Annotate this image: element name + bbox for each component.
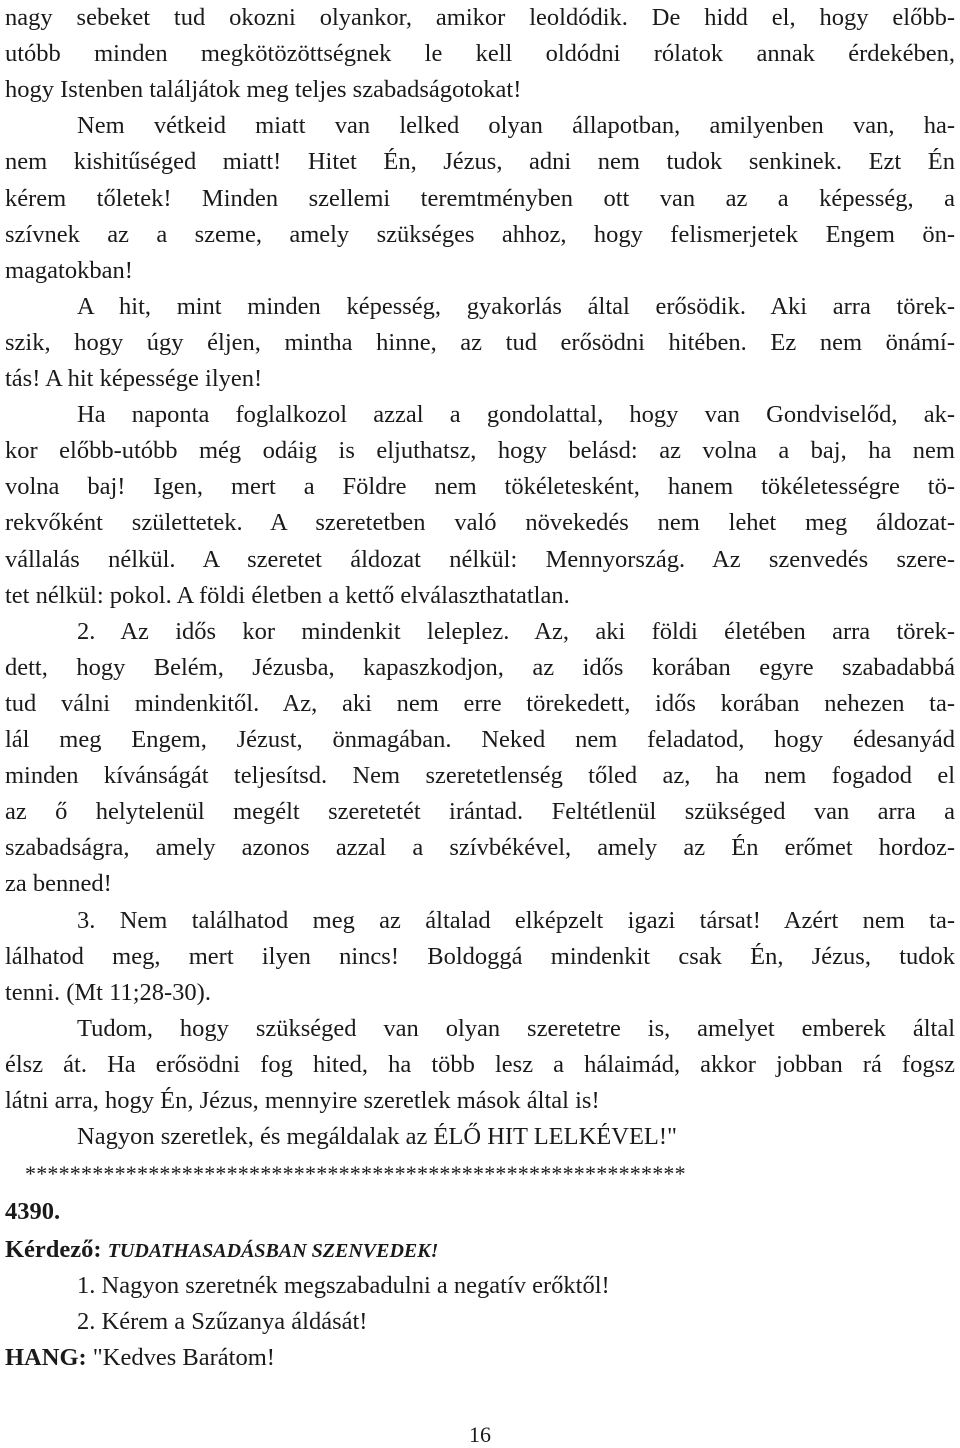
body-line: hogy Istenben találjátok meg teljes szabadságotokat! (5, 76, 522, 104)
body-line: 2. Az idős kor mindenkit leleplez. Az, aki földi életében arra törek- (77, 617, 955, 645)
hang-label: HANG: (5, 1344, 87, 1371)
hang-text: "Kedves Barátom! (92, 1344, 275, 1371)
body-line: kérem tőletek! Minden szellemi teremtményben ott van az a képesség, a (5, 184, 955, 212)
body-line: tenni. (Mt 11;28-30). (5, 978, 211, 1006)
body-line: vállalás nélkül. A szeretet áldozat nélkül: Mennyország. Az szenvedés szere- (5, 545, 955, 573)
body-line: volna baj! Igen, mert a Földre nem tökéletesként, hanem tökéletességre tö- (5, 473, 955, 501)
question-title: TUDATHASADÁSBAN SZENVEDEK! (107, 1240, 439, 1262)
body-line: szik, hogy úgy éljen, mintha hinne, az tud erősödni hitében. Ez nem önámí- (5, 328, 955, 356)
body-line: magatokban! (5, 256, 133, 284)
asker-label: Kérdező: (5, 1236, 102, 1263)
body-line: szabadságra, amely azonos azzal a szívbékével, amely az Én erőmet hordoz- (5, 834, 955, 862)
page-number: 16 (469, 1422, 491, 1447)
body-line: élsz át. Ha erősödni fog hited, ha több lesz a hálaimád, akkor jobban rá fogsz (5, 1050, 955, 1078)
body-line: tud válni mindenkitől. Az, aki nem erre törekedett, idős korában nehezen ta- (5, 689, 955, 717)
question-number (5, 1194, 955, 1230)
body-line: tet nélkül: pokol. A földi életben a kettő elválaszthatatlan. (5, 581, 570, 609)
body-line: látni arra, hogy Én, Jézus, mennyire szeretlek mások által is! (5, 1087, 600, 1114)
body-line: nagy sebeket tud okozni olyankor, amikor leoldódik. De hidd el, hogy előbb- (5, 4, 955, 31)
body-line: utóbb minden megkötözöttségnek le kell oldódni rólatok annak érdekében, (5, 40, 955, 68)
body-line: tás! A hit képessége ilyen! (5, 365, 263, 392)
body-line: Nagyon szeretlek, és megáldalak az ÉLŐ HIT LELKÉVEL!" (77, 1123, 678, 1151)
body-line: za benned! (5, 870, 112, 898)
body-line: Nem vétkeid miatt van lelked olyan állapotban, amilyenben van, ha- (77, 112, 955, 140)
question-item-2: 2. Kérem a Szűzanya áldását! (77, 1308, 368, 1335)
body-line: A hit, mint minden képesség, gyakorlás által erősödik. Aki arra törek- (77, 292, 955, 320)
body-line: Tudom, hogy szükséged van olyan szeretetre is, amelyet emberek által (77, 1014, 955, 1042)
body-line: rekvőként születtetek. A szeretetben való növekedés nem lehet meg áldozat- (5, 509, 955, 537)
body-line: az ő helytelenül megélt szeretetét irántad. Feltétlenül szükséged van arra a (5, 798, 955, 826)
question-item-1: 1. Nagyon szeretnék megszabadulni a negatív erőktől! (77, 1272, 610, 1299)
body-line: minden kívánságát teljesítsd. Nem szeretetlenség tőled az, ha nem fogadod el (5, 762, 955, 790)
body-line: szívnek az a szeme, amely szükséges ahhoz, hogy felismerjetek Engem ön- (5, 220, 955, 248)
body-line: 3. Nem találhatod meg az általad elképzelt igazi társat! Azért nem ta- (77, 906, 955, 934)
body-line: lál meg Engem, Jézust, önmagában. Neked nem feladatod, hogy édesanyád (5, 726, 955, 753)
body-line: Ha naponta foglalkozol azzal a gondolattal, hogy van Gondviselőd, ak- (77, 401, 955, 429)
body-line: lálhatod meg, mert ilyen nincs! Boldoggá mindenkit csak Én, Jézus, tudok (5, 942, 955, 970)
hang-line (5, 1340, 955, 1376)
separator-line: *********************************************************** (25, 1161, 686, 1186)
body-line: kor előbb-utóbb még odáig is eljuthatsz, hogy belásd: az volna a baj, ha nem (5, 437, 955, 465)
body-line: dett, hogy Belém, Jézusba, kapaszkodjon, az idős korában egyre szabadabbá (5, 653, 955, 681)
question-number-text: 4390. (5, 1198, 61, 1225)
asker-line (5, 1232, 955, 1268)
body-line: nem kishitűséged miatt! Hitet Én, Jézus, adni nem tudok senkinek. Ezt Én (5, 148, 955, 176)
